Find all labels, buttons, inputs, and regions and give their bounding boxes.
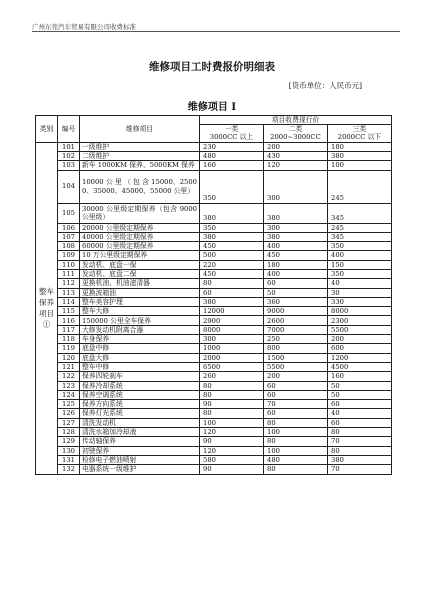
row-price-class-2: 80 [264, 437, 328, 446]
header-item: 维修项目 [80, 116, 200, 143]
row-price-class-3: 40 [328, 279, 392, 288]
table-row [36, 232, 392, 241]
row-number: 126 [58, 409, 80, 418]
row-price-class-1: 6500 [200, 362, 264, 371]
row-number: 116 [58, 316, 80, 325]
row-price-class-3: 1200 [328, 353, 392, 362]
row-price-class-2: 180 [264, 260, 328, 269]
row-price-class-1: 380 [200, 203, 264, 223]
row-number: 111 [58, 269, 80, 278]
row-price-class-1: 2000 [200, 353, 264, 362]
table-row [36, 437, 392, 446]
row-price-class-3: 350 [328, 242, 392, 251]
table-row [36, 381, 392, 390]
row-item: 清洗水箱加冷却液 [80, 428, 200, 437]
row-item: 传动轴保养 [80, 437, 200, 446]
header-category: 类别 [36, 116, 58, 143]
table-row [36, 353, 392, 362]
table-row [36, 203, 392, 223]
row-price-class-3: 400 [328, 251, 392, 260]
row-number: 115 [58, 307, 80, 316]
row-price-class-2: 480 [264, 455, 328, 464]
row-number: 118 [58, 335, 80, 344]
row-price-class-2: 200 [264, 372, 328, 381]
row-price-class-2: 70 [264, 400, 328, 409]
table-row [36, 161, 392, 170]
row-price-class-3: 70 [328, 465, 392, 474]
row-price-class-2: 250 [264, 335, 328, 344]
row-item-text: 30000 公里级定期保养（包含 9000 公里级） [82, 204, 197, 221]
row-number: 127 [58, 418, 80, 427]
section-title: 维修项目 I [187, 102, 237, 113]
row-price-class-3: 80 [328, 428, 392, 437]
row-item: 150000 公里全车保养 [80, 316, 200, 325]
row-number: 122 [58, 372, 80, 381]
row-item: 一级维护 [80, 142, 200, 151]
row-number: 119 [58, 344, 80, 353]
row-item: 保养冷却系统 [80, 381, 200, 390]
header-class-1-range: 3000CC 以上 [209, 133, 254, 142]
table-row [36, 400, 392, 409]
row-number: 107 [58, 232, 80, 241]
table-row [36, 418, 392, 427]
row-item: 发动机、底盘二保 [80, 269, 200, 278]
row-price-class-3: 345 [328, 232, 392, 241]
table-body [36, 142, 392, 474]
row-price-class-3: 8000 [328, 307, 392, 316]
row-price-class-3: 5500 [328, 325, 392, 334]
row-price-class-2: 60 [264, 381, 328, 390]
table-row [36, 316, 392, 325]
row-item: 保养空调系统 [80, 390, 200, 399]
row-price-class-3: 40 [328, 409, 392, 418]
table-row [36, 297, 392, 306]
header-number: 编号 [58, 116, 80, 143]
row-price-class-3: 330 [328, 297, 392, 306]
row-item: 大修发动机附离合器 [80, 325, 200, 334]
row-price-class-2: 450 [264, 251, 328, 260]
row-price-class-3: 345 [328, 203, 392, 223]
row-number: 117 [58, 325, 80, 334]
row-price-class-2: 60 [264, 390, 328, 399]
row-price-class-2: 200 [264, 142, 328, 151]
row-item: 电器系统一级维护 [80, 465, 200, 474]
row-price-class-3: 180 [328, 142, 392, 151]
header-class-2 [264, 125, 328, 142]
table-row [36, 372, 392, 381]
header-class-3-name: 三类 [352, 125, 367, 134]
row-number: 112 [58, 279, 80, 288]
row-price-class-1: 80 [200, 381, 264, 390]
header-class-3 [328, 125, 392, 142]
row-price-class-1: 450 [200, 269, 264, 278]
row-price-class-3: 245 [328, 170, 392, 203]
row-number: 105 [58, 203, 80, 223]
row-price-class-2: 380 [264, 232, 328, 241]
table-row [36, 390, 392, 399]
row-price-class-1: 60 [200, 288, 264, 297]
header-class-1-name: 一类 [224, 125, 239, 134]
row-price-class-1: 1000 [200, 344, 264, 353]
row-price-class-2: 1500 [264, 353, 328, 362]
table-row [36, 428, 392, 437]
row-price-class-1: 380 [200, 297, 264, 306]
row-price-class-3: 350 [328, 269, 392, 278]
row-price-class-3: 380 [328, 151, 392, 160]
row-price-class-3: 2300 [328, 316, 392, 325]
row-number: 113 [58, 288, 80, 297]
row-price-class-1: 380 [200, 232, 264, 241]
row-price-class-1: 12000 [200, 307, 264, 316]
row-price-class-3: 100 [328, 161, 392, 170]
row-price-class-3: 600 [328, 344, 392, 353]
row-number: 129 [58, 437, 80, 446]
row-item: 60000 公里级定期保养 [80, 242, 200, 251]
row-price-class-2: 400 [264, 242, 328, 251]
row-item: 清洗发动机 [80, 418, 200, 427]
row-item: 40000 公里级定期保养 [80, 232, 200, 241]
row-price-class-2: 380 [264, 203, 328, 223]
row-price-class-3: 200 [328, 335, 392, 344]
row-price-class-1: 100 [200, 418, 264, 427]
row-number: 124 [58, 390, 80, 399]
row-item: 发动机、底盘一保 [80, 260, 200, 269]
row-price-class-3: 245 [328, 223, 392, 232]
row-item: 整车美容护理 [80, 297, 200, 306]
row-price-class-3: 80 [328, 446, 392, 455]
row-price-class-1: 80 [200, 409, 264, 418]
row-price-class-3: 30 [328, 288, 392, 297]
row-price-class-2: 80 [264, 465, 328, 474]
row-price-class-1: 120 [200, 428, 264, 437]
row-number: 110 [58, 260, 80, 269]
table-row [36, 465, 392, 474]
row-price-class-1: 2900 [200, 316, 264, 325]
row-price-class-2: 120 [264, 161, 328, 170]
row-number: 108 [58, 242, 80, 251]
row-number: 130 [58, 446, 80, 455]
row-item: 整车大修 [80, 307, 200, 316]
table-row [36, 455, 392, 464]
row-item: 底盘大修 [80, 353, 200, 362]
row-number: 120 [58, 353, 80, 362]
table-row [36, 344, 392, 353]
row-item: 10 万公里级定期保养 [80, 251, 200, 260]
row-price-class-1: 480 [200, 151, 264, 160]
row-number: 132 [58, 465, 80, 474]
row-price-class-2: 300 [264, 170, 328, 203]
row-price-class-2: 400 [264, 269, 328, 278]
header-class-1 [200, 125, 264, 142]
row-price-class-1: 120 [200, 446, 264, 455]
row-price-class-2: 80 [264, 418, 328, 427]
row-item: 保养方向系统 [80, 400, 200, 409]
price-table [35, 115, 392, 475]
row-price-class-2: 100 [264, 446, 328, 455]
row-price-class-3: 60 [328, 418, 392, 427]
row-price-class-3: 150 [328, 260, 392, 269]
row-price-class-1: 260 [200, 372, 264, 381]
table-row [36, 307, 392, 316]
row-price-class-2: 100 [264, 428, 328, 437]
row-number: 101 [58, 142, 80, 151]
row-price-class-3: 70 [328, 437, 392, 446]
row-number: 121 [58, 362, 80, 371]
row-price-class-2: 50 [264, 288, 328, 297]
header-price-group: 项目收费现行价 [200, 116, 392, 125]
row-item: 更换波箱油 [80, 288, 200, 297]
table-row [36, 362, 392, 371]
row-price-class-2: 300 [264, 223, 328, 232]
row-price-class-1: 230 [200, 142, 264, 151]
row-price-class-1: 450 [200, 242, 264, 251]
table-row [36, 260, 392, 269]
row-number: 131 [58, 455, 80, 464]
row-price-class-2: 2600 [264, 316, 328, 325]
row-item: 初驶保养 [80, 446, 200, 455]
header-class-2-range: 2000~3000CC [270, 133, 321, 142]
row-price-class-1: 220 [200, 260, 264, 269]
row-price-class-2: 5500 [264, 362, 328, 371]
row-price-class-1: 90 [200, 400, 264, 409]
header-class-3-range: 2000CC 以下 [337, 133, 382, 142]
row-price-class-1: 90 [200, 437, 264, 446]
row-price-class-1: 350 [200, 170, 264, 203]
table-row [36, 288, 392, 297]
row-price-class-2: 60 [264, 409, 328, 418]
row-price-class-1: 350 [200, 223, 264, 232]
header-rule [32, 31, 400, 32]
row-number: 109 [58, 251, 80, 260]
row-price-class-1: 90 [200, 465, 264, 474]
table-row [36, 223, 392, 232]
category-cell: 整车保养项目① [36, 142, 58, 474]
table-row [36, 325, 392, 334]
row-item: 保养四轮刹车 [80, 372, 200, 381]
table-row [36, 269, 392, 278]
row-price-class-1: 80 [200, 390, 264, 399]
currency-note: [货币单位：人民币元] [288, 81, 362, 90]
row-item: 整车中修 [80, 362, 200, 371]
table-row [36, 409, 392, 418]
header-class-2-name: 二类 [288, 125, 303, 134]
row-number: 114 [58, 297, 80, 306]
row-item: 20000 公里级定期保养 [80, 223, 200, 232]
table-row [36, 242, 392, 251]
row-item [80, 203, 200, 223]
row-price-class-1: 300 [200, 335, 264, 344]
row-price-class-2: 60 [264, 279, 328, 288]
row-price-class-3: 4500 [328, 362, 392, 371]
row-item: 检修电子燃油喷射 [80, 455, 200, 464]
row-number: 125 [58, 400, 80, 409]
row-item: 车身保养 [80, 335, 200, 344]
table-row [36, 335, 392, 344]
table-row [36, 251, 392, 260]
row-price-class-1: 8000 [200, 325, 264, 334]
row-price-class-1: 80 [200, 279, 264, 288]
row-number: 123 [58, 381, 80, 390]
row-number: 106 [58, 223, 80, 232]
row-price-class-3: 50 [328, 390, 392, 399]
page-title: 维修项目工时费报价明细表 [149, 61, 275, 73]
table-row [36, 279, 392, 288]
row-item-text: 10000 公 里 （ 包 含 15000、25000、35000、45000、55000 公里） [82, 178, 197, 195]
row-number: 128 [58, 428, 80, 437]
row-price-class-1: 580 [200, 455, 264, 464]
row-item: 新车 1000KM 保养、5000KM 保养 [80, 161, 200, 170]
row-price-class-2: 360 [264, 297, 328, 306]
row-price-class-2: 430 [264, 151, 328, 160]
row-item: 底盘中修 [80, 344, 200, 353]
row-price-class-3: 380 [328, 455, 392, 464]
row-price-class-2: 800 [264, 344, 328, 353]
row-price-class-1: 500 [200, 251, 264, 260]
running-header: 广州东莞汽车贸易有限公司收费标准 [32, 23, 136, 31]
row-price-class-2: 7000 [264, 325, 328, 334]
row-number: 104 [58, 170, 80, 203]
row-price-class-3: 60 [328, 400, 392, 409]
row-price-class-3: 50 [328, 381, 392, 390]
row-item: 二级维护 [80, 151, 200, 160]
row-price-class-2: 9000 [264, 307, 328, 316]
row-number: 103 [58, 161, 80, 170]
row-item: 保养灯光系统 [80, 409, 200, 418]
row-item [80, 170, 200, 203]
row-price-class-1: 160 [200, 161, 264, 170]
table-row [36, 142, 392, 151]
table-row [36, 151, 392, 160]
row-item: 更换机油、机油滤清器 [80, 279, 200, 288]
table-row [36, 170, 392, 203]
row-price-class-3: 160 [328, 372, 392, 381]
row-number: 102 [58, 151, 80, 160]
table-row [36, 446, 392, 455]
